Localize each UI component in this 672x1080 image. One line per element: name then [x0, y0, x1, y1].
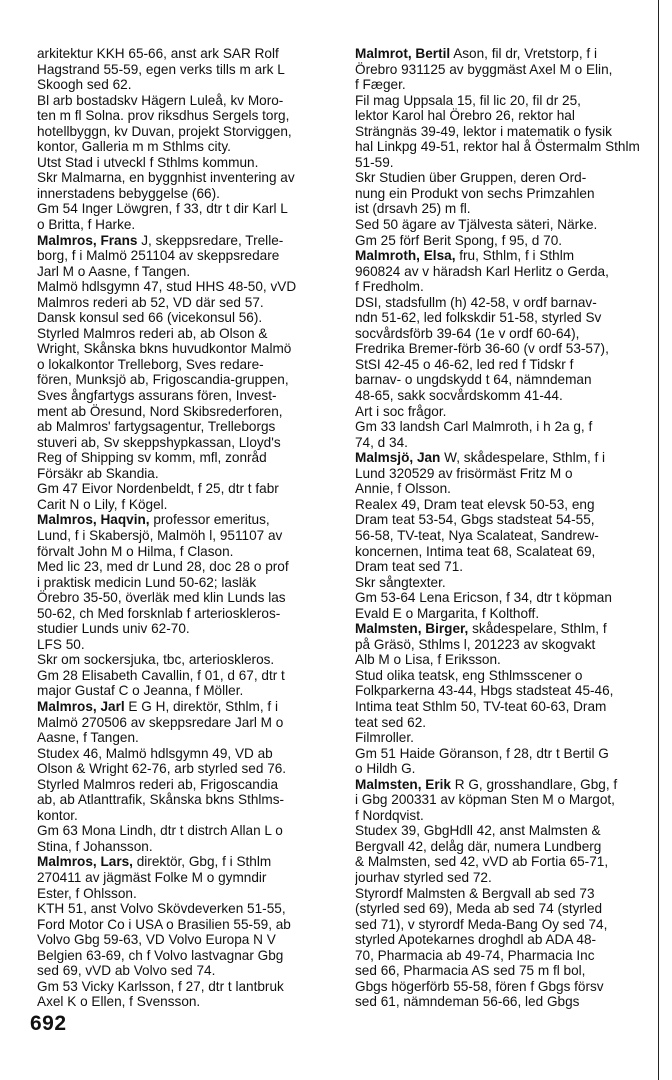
- biography-entry: [37, 233, 333, 513]
- line-text: Skr om sockersjuka, tbc, arterioskleros.: [37, 652, 275, 668]
- text-line: [37, 124, 333, 140]
- line-text: lektor Karol hal Örebro 26, rektor hal: [355, 108, 575, 124]
- line-text: förvalt John M o Hilma, f Clason.: [37, 543, 234, 559]
- text-line: [37, 994, 333, 1010]
- line-text: E G H, direktör, Sthlm, f i: [124, 698, 279, 714]
- text-line: [37, 668, 333, 684]
- right-column: [355, 46, 647, 1010]
- line-text: ten m fl Solna. prov riksdhus Sergels torg,: [37, 108, 290, 124]
- text-line: [355, 699, 647, 715]
- line-text: Strängnäs 39-49, lektor i matematik o fysik: [355, 123, 612, 139]
- line-text: jourhav styrled sed 72.: [355, 869, 492, 885]
- line-text: sed 69, vVD ab Volvo sed 74.: [37, 963, 216, 979]
- text-line: [355, 62, 647, 78]
- text-line: [37, 932, 333, 948]
- line-text: W, skådespelare, Sthlm, f i: [440, 450, 606, 466]
- line-text: Art i soc frågor.: [355, 403, 447, 419]
- text-line: [355, 466, 647, 482]
- text-line: [37, 248, 333, 264]
- line-text: Filmroller.: [355, 730, 414, 746]
- text-line: [37, 46, 333, 62]
- text-line: [355, 715, 647, 731]
- text-line: [355, 435, 647, 451]
- text-line: [37, 512, 333, 528]
- line-text: 270411 av jägmäst Folke M o gymndir: [37, 869, 267, 885]
- entry-headword: Malmros, Haqvin,: [37, 512, 150, 528]
- line-text: ndn 51-62, led folkskdir 51-58, styrled Sv: [355, 310, 602, 326]
- line-text: Aasne, f Tangen.: [37, 730, 139, 746]
- text-line: [355, 621, 647, 637]
- line-text: 51-59.: [355, 154, 394, 170]
- line-text: Realex 49, Dram teat elevsk 50-53, eng: [355, 496, 595, 512]
- line-text: borg, f i Malmö 251104 av skeppsredare: [37, 248, 280, 264]
- line-text: stuveri ab, Sv skeppshypkassan, Lloyd's: [37, 434, 281, 450]
- line-text: Gm 33 landsh Carl Malmroth, i h 2a g, f: [355, 419, 593, 435]
- text-line: [37, 715, 333, 731]
- text-line: [37, 264, 333, 280]
- line-text: Med lic 23, med dr Lund 28, doc 28 o prof: [37, 559, 289, 575]
- text-line: [37, 948, 333, 964]
- text-line: [37, 699, 333, 715]
- text-line: [37, 886, 333, 902]
- line-text: Belgien 63-69, ch f Volvo lastvagnar Gbg: [37, 947, 284, 963]
- line-text: Stina, f Johansson.: [37, 838, 153, 854]
- entry-headword: Malmsten, Birger,: [355, 621, 469, 637]
- line-text: Studex 46, Malmö hdlsgymn 49, VD ab: [37, 745, 273, 761]
- line-text: Utst Stad i utveckl f Sthlms kommun.: [37, 154, 259, 170]
- line-text: 960824 av v häradsh Karl Herlitz o Gerda,: [355, 263, 609, 279]
- text-line: [355, 450, 647, 466]
- line-text: barnav- o ungdskydd t 64, nämndeman: [355, 372, 592, 388]
- text-line: [355, 46, 647, 62]
- text-line: [37, 761, 333, 777]
- text-line: [37, 217, 333, 233]
- text-line: [37, 590, 333, 606]
- text-line: [355, 217, 647, 233]
- line-text: Bergvall 42, delåg där, numera Lundberg: [355, 838, 602, 854]
- text-line: [37, 901, 333, 917]
- line-text: Gm 53-64 Lena Ericson, f 34, dtr t köpman: [355, 590, 612, 606]
- text-line: [355, 559, 647, 575]
- line-text: Volvo Gbg 59-63, VD Volvo Europa N V: [37, 932, 276, 948]
- text-line: [37, 963, 333, 979]
- text-line: [355, 683, 647, 699]
- line-text: Styrled Malmros rederi ab, ab Olson &: [37, 325, 268, 341]
- text-line: [355, 512, 647, 528]
- text-line: [355, 886, 647, 902]
- line-text: ab Malmros' fartygsagentur, Trelleborgs: [37, 419, 276, 435]
- line-text: teat sed 62.: [355, 714, 427, 730]
- line-text: Hagstrand 55-59, egen verks tills m ark L: [37, 61, 285, 77]
- line-text: Försäkr ab Skandia.: [37, 465, 159, 481]
- line-text: Skr Malmarna, en byggnhist inventering av: [37, 170, 295, 186]
- text-line: [37, 497, 333, 513]
- text-line: [355, 310, 647, 326]
- line-text: Intima teat Sthlm 50, TV-teat 60-63, Dram: [355, 698, 607, 714]
- line-text: 70, Pharmacia ab 49-74, Pharmacia Inc: [355, 947, 595, 963]
- line-text: f Nordqvist.: [355, 807, 424, 823]
- text-line: [37, 279, 333, 295]
- text-line: [37, 388, 333, 404]
- line-text: J, skeppsredare, Trelle-: [137, 232, 284, 248]
- text-line: [37, 870, 333, 886]
- text-line: [355, 652, 647, 668]
- line-text: Bl arb bostadskv Hägern Luleå, kv Moro-: [37, 92, 284, 108]
- line-text: Jarl M o Aasne, f Tangen.: [37, 263, 191, 279]
- text-line: [37, 170, 333, 186]
- line-text: Gbgs högerförb 55-58, fören f Gbgs försv: [355, 978, 604, 994]
- biography-entry: [355, 46, 647, 248]
- biography-entry: [355, 450, 647, 621]
- line-text: R G, grosshandlare, Gbg, f: [450, 776, 618, 792]
- line-text: f Fæger.: [355, 77, 406, 93]
- text-line: [355, 544, 647, 560]
- text-line: [37, 854, 333, 870]
- text-line: [37, 435, 333, 451]
- line-text: Gm 54 Inger Löwgren, f 33, dtr t dir Karl L: [37, 201, 288, 217]
- line-text: sed 66, Pharmacia AS sed 75 m fl bol,: [355, 963, 586, 979]
- left-column: [37, 46, 333, 1010]
- line-text: major Gustaf C o Jeanna, f Möller.: [37, 683, 244, 699]
- line-text: Skr Studien über Gruppen, deren Ord-: [355, 170, 587, 186]
- line-text: Örebro 35-50, överläk med klin Lunds las: [37, 590, 286, 606]
- text-line: [37, 326, 333, 342]
- line-text: studier Lunds univ 62-70.: [37, 621, 190, 637]
- line-text: Reg of Shipping sv komm, mfl, zonråd: [37, 450, 267, 466]
- line-text: Gm 53 Vicky Karlsson, f 27, dtr t lantbruk: [37, 978, 284, 994]
- text-line: [37, 559, 333, 575]
- line-text: Folkparkerna 43-44, Hbgs stadsteat 45-46,: [355, 683, 614, 699]
- text-line: [355, 854, 647, 870]
- line-text: Carit N o Lily, f Kögel.: [37, 496, 168, 512]
- line-text: Axel K o Ellen, f Svensson.: [37, 994, 201, 1010]
- page-number: 692: [30, 1012, 67, 1035]
- line-text: Olson & Wright 62-76, arb styrled sed 76.: [37, 761, 287, 777]
- text-line: [355, 823, 647, 839]
- line-text: Evald E o Margarita, f Kolthoff.: [355, 605, 540, 621]
- text-line: [355, 155, 647, 171]
- line-text: fru, Sthlm, f i Sthlm: [455, 248, 575, 264]
- text-line: [37, 139, 333, 155]
- text-line: [37, 77, 333, 93]
- text-line: [37, 481, 333, 497]
- text-line: [355, 77, 647, 93]
- line-text: sed 61, nämndeman 56-66, led Gbgs: [355, 994, 580, 1010]
- text-line: [37, 606, 333, 622]
- line-text: hal Linkpg 49-51, rektor hal å Östermalm Sthlm: [355, 139, 640, 155]
- biography-entry: [355, 248, 647, 450]
- line-text: Gm 28 Elisabeth Cavallin, f 01, d 67, dtr t: [37, 667, 285, 683]
- entry-headword: Malmros, Frans: [37, 232, 138, 248]
- text-line: [355, 792, 647, 808]
- text-line: [355, 901, 647, 917]
- line-text: Fil mag Uppsala 15, fil lic 20, fil dr 25,: [355, 92, 581, 108]
- text-line: [355, 948, 647, 964]
- text-line: [355, 994, 647, 1010]
- text-line: [37, 792, 333, 808]
- biography-entry: [355, 621, 647, 776]
- line-text: 74, d 34.: [355, 434, 408, 450]
- line-text: o Hildh G.: [355, 761, 416, 777]
- line-text: & Malmsten, sed 42, vVD ab Fortia 65-71,: [355, 854, 609, 870]
- text-line: [355, 372, 647, 388]
- line-text: Dansk konsul sed 66 (vicekonsul 56).: [37, 310, 263, 326]
- text-line: [355, 746, 647, 762]
- text-line: [355, 248, 647, 264]
- line-text: Örebro 931125 av byggmäst Axel M o Elin,: [355, 61, 613, 77]
- text-line: [355, 979, 647, 995]
- line-text: 56-58, TV-teat, Nya Scalateat, Sandrew-: [355, 527, 599, 543]
- line-text: o lokalkontor Trelleborg, Sves redare-: [37, 356, 264, 372]
- text-line: [355, 139, 647, 155]
- line-text: Fredrika Bremer-förb 36-60 (v ordf 53-57),: [355, 341, 609, 357]
- line-text: Alb M o Lisa, f Eriksson.: [355, 652, 501, 668]
- text-line: [355, 264, 647, 280]
- line-text: innerstadens bebyggelse (66).: [37, 185, 220, 201]
- line-text: fören, Munksjö ab, Frigoscandia-gruppen,: [37, 372, 289, 388]
- line-text: Gm 47 Eivor Nordenbeldt, f 25, dtr t fabr: [37, 481, 279, 497]
- line-text: Lund, f i Skabersjö, Malmöh l, 951107 av: [37, 527, 283, 543]
- text-line: [355, 808, 647, 824]
- text-line: [37, 917, 333, 933]
- text-line: [355, 404, 647, 420]
- line-text: sed 71), v styrordf Meda-Bang Oy sed 74,: [355, 916, 608, 932]
- line-text: styrled Apotekarnes droghdl ab ADA 48-: [355, 932, 597, 948]
- line-text: Malmö hdlsgymn 47, stud HHS 48-50, vVD: [37, 279, 297, 295]
- biography-entry: [355, 777, 647, 1010]
- line-text: KTH 51, anst Volvo Skövdeverken 51-55,: [37, 901, 286, 917]
- line-text: 50-62, ch Med forsknlab f arterioskleros-: [37, 605, 281, 621]
- line-text: Gm 51 Haide Göranson, f 28, dtr t Bertil G: [355, 745, 609, 761]
- text-line: [355, 295, 647, 311]
- line-text: ist (drsavh 25) m fl.: [355, 201, 471, 217]
- line-text: Stud olika teatsk, eng Sthlmsscener o: [355, 667, 583, 683]
- text-line: [37, 233, 333, 249]
- text-line: [355, 917, 647, 933]
- entry-headword: Malmsjö, Jan: [355, 450, 441, 466]
- biography-entry: [37, 854, 333, 1009]
- text-line: [37, 357, 333, 373]
- text-line: [37, 155, 333, 171]
- biography-entry: [37, 46, 333, 233]
- line-text: socvårdsförb 39-64 (1e v ordf 60-64),: [355, 325, 580, 341]
- entry-headword: Malmros, Jarl: [37, 698, 125, 714]
- text-line: [355, 170, 647, 186]
- text-line: [37, 93, 333, 109]
- text-line: [37, 808, 333, 824]
- text-line: [37, 621, 333, 637]
- line-text: Malmros rederi ab 52, VD där sed 57.: [37, 294, 264, 310]
- text-line: [355, 93, 647, 109]
- text-line: [37, 528, 333, 544]
- text-line: [37, 372, 333, 388]
- text-line: [355, 637, 647, 653]
- line-text: Studex 39, GbgHdll 42, anst Malmsten &: [355, 823, 601, 839]
- text-line: [355, 341, 647, 357]
- entry-headword: Malmros, Lars,: [37, 854, 133, 870]
- text-line: [355, 419, 647, 435]
- text-line: [355, 357, 647, 373]
- line-text: (styrled sed 69), Meda ab sed 74 (styrled: [355, 901, 603, 917]
- text-line: [355, 606, 647, 622]
- line-text: Sed 50 ägare av Tjälvesta säteri, Närke.: [355, 217, 598, 233]
- line-text: kontor.: [37, 807, 78, 823]
- text-line: [37, 310, 333, 326]
- text-line: [37, 777, 333, 793]
- line-text: LFS 50.: [37, 636, 85, 652]
- text-line: [37, 730, 333, 746]
- line-text: nung ein Produkt von sechs Primzahlen: [355, 185, 595, 201]
- text-line: [355, 963, 647, 979]
- text-line: [355, 761, 647, 777]
- text-line: [355, 528, 647, 544]
- text-line: [355, 233, 647, 249]
- line-text: Sves ångfartygs assurans fören, Invest-: [37, 388, 277, 404]
- line-text: Lund 320529 av frisörmäst Fritz M o: [355, 465, 573, 481]
- line-text: Skoogh sed 62.: [37, 77, 132, 93]
- entry-headword: Malmrot, Bertil: [355, 46, 451, 61]
- entry-headword: Malmsten, Erik: [355, 776, 451, 792]
- line-text: Dram teat sed 71.: [355, 559, 464, 575]
- text-line: [37, 108, 333, 124]
- text-line: [355, 186, 647, 202]
- text-line: [355, 668, 647, 684]
- text-line: [355, 388, 647, 404]
- line-text: skådespelare, Sthlm, f: [468, 621, 607, 637]
- text-line: [355, 124, 647, 140]
- text-line: [355, 575, 647, 591]
- text-line: [355, 326, 647, 342]
- biography-entry: [37, 512, 333, 699]
- line-text: Ason, fil dr, Vretstorp, f i: [450, 46, 597, 61]
- text-line: [355, 730, 647, 746]
- text-line: [37, 823, 333, 839]
- line-text: DSI, stadsfullm (h) 42-58, v ordf barnav-: [355, 294, 597, 310]
- text-line: [37, 201, 333, 217]
- text-line: [37, 575, 333, 591]
- text-line: [355, 870, 647, 886]
- line-text: ab, ab Atlanttrafik, Skånska bkns Sthlms-: [37, 792, 285, 808]
- text-line: [355, 497, 647, 513]
- line-text: direktör, Gbg, f i Sthlm: [132, 854, 272, 870]
- text-line: [37, 544, 333, 560]
- line-text: 48-65, sakk socvårdskomm 41-44.: [355, 388, 563, 404]
- text-line: [37, 979, 333, 995]
- line-text: arkitektur KKH 65-66, anst ark SAR Rolf: [37, 46, 279, 61]
- text-line: [37, 637, 333, 653]
- text-line: [37, 62, 333, 78]
- line-text: Annie, f Olsson.: [355, 481, 451, 497]
- line-text: Skr sångtexter.: [355, 574, 446, 590]
- line-text: koncernen, Intima teat 68, Scalateat 69,: [355, 543, 596, 559]
- line-text: i praktisk medicin Lund 50-62; lasläk: [37, 574, 257, 590]
- text-line: [37, 746, 333, 762]
- text-line: [37, 466, 333, 482]
- line-text: Styrordf Malmsten & Bergvall ab sed 73: [355, 885, 595, 901]
- text-line: [355, 932, 647, 948]
- text-line: [355, 481, 647, 497]
- line-text: ment ab Öresund, Nord Skibsrederforen,: [37, 403, 283, 419]
- text-line: [37, 419, 333, 435]
- page-edge-rule: [658, 0, 659, 1080]
- line-text: o Britta, f Harke.: [37, 217, 136, 233]
- text-line: [355, 777, 647, 793]
- text-line: [355, 201, 647, 217]
- line-text: hotellbyggn, kv Duvan, projekt Storviggen,: [37, 123, 292, 139]
- biography-entry: [37, 699, 333, 854]
- line-text: f Fredholm.: [355, 279, 424, 295]
- text-line: [37, 186, 333, 202]
- line-text: Ester, f Ohlsson.: [37, 885, 137, 901]
- line-text: kontor, Galleria m m Sthlms city.: [37, 139, 231, 155]
- text-line: [37, 341, 333, 357]
- text-line: [37, 404, 333, 420]
- text-line: [37, 450, 333, 466]
- text-line: [37, 683, 333, 699]
- line-text: Wright, Skånska bkns huvudkontor Malmö: [37, 341, 292, 357]
- line-text: Malmö 270506 av skeppsredare Jarl M o: [37, 714, 284, 730]
- line-text: på Gräsö, Sthlms l, 201223 av skogvakt: [355, 636, 596, 652]
- line-text: i Gbg 200331 av köpman Sten M o Margot,: [355, 792, 615, 808]
- text-line: [355, 279, 647, 295]
- entry-headword: Malmroth, Elsa,: [355, 248, 456, 264]
- text-line: [355, 108, 647, 124]
- line-text: Dram teat 53-54, Gbgs stadsteat 54-55,: [355, 512, 595, 528]
- text-line: [355, 839, 647, 855]
- line-text: Gm 63 Mona Lindh, dtr t distrch Allan L o: [37, 823, 283, 839]
- text-line: [37, 652, 333, 668]
- line-text: StSI 42-45 o 46-62, led red f Tidskr f: [355, 356, 574, 372]
- line-text: Ford Motor Co i USA o Brasilien 55-59, ab: [37, 916, 291, 932]
- line-text: Styrled Malmros rederi ab, Frigoscandia: [37, 776, 279, 792]
- text-line: [37, 295, 333, 311]
- text-line: [355, 590, 647, 606]
- line-text: professor emeritus,: [149, 512, 270, 528]
- text-line: [37, 839, 333, 855]
- line-text: Gm 25 förf Berit Spong, f 95, d 70.: [355, 232, 563, 248]
